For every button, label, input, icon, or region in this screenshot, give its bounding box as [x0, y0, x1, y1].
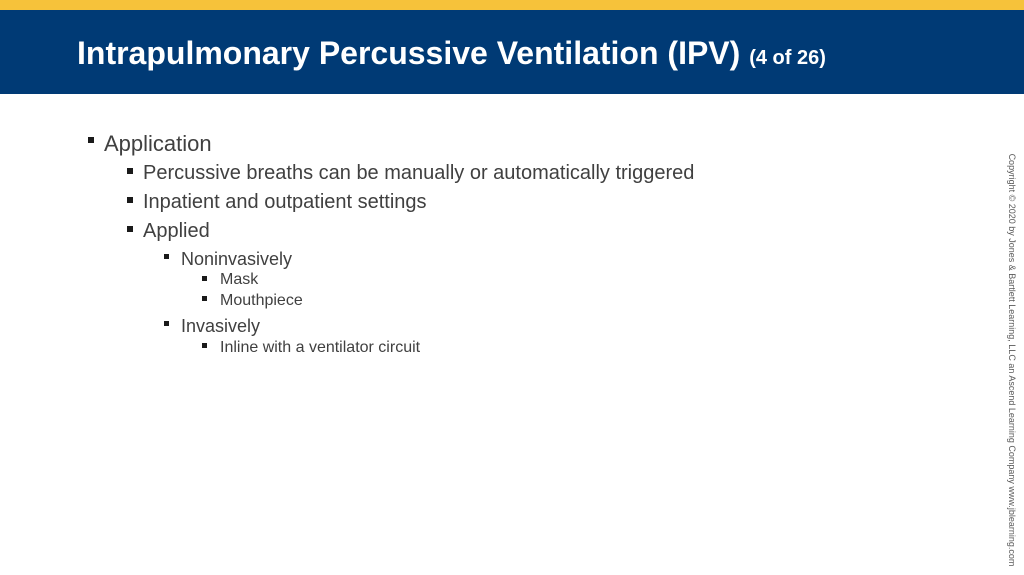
bullet-item: Applied [143, 220, 210, 242]
bullet-marker [88, 137, 94, 143]
copyright-notice: Copyright © 2020 by Jones & Bartlett Learning, LLC an Ascend Learning Company www.jblearning.com [1007, 153, 1017, 567]
bullet-marker [202, 276, 207, 281]
bullet-marker [127, 168, 133, 174]
bullet-item: Mouthpiece [220, 292, 303, 309]
bullet-item: Percussive breaths can be manually or automatically triggered [143, 162, 695, 184]
bullet-item: Application [104, 131, 212, 156]
bullet-marker [127, 226, 133, 232]
slide-count: (4 of 26) [749, 47, 826, 69]
bullet-item: Noninvasively [181, 249, 293, 269]
bullet-marker [164, 254, 169, 259]
bullet-item: Inline with a ventilator circuit [220, 339, 421, 356]
bullet-marker [202, 296, 207, 301]
bullet-marker [127, 197, 133, 203]
bullet-marker [202, 343, 207, 348]
slide-title-text: Intrapulmonary Percussive Ventilation (IPV) [77, 35, 741, 71]
bullet-item: Invasively [181, 316, 261, 336]
bullet-item: Mask [220, 271, 259, 288]
bullet-marker [164, 321, 169, 326]
bullet-item: Inpatient and outpatient settings [143, 191, 427, 213]
